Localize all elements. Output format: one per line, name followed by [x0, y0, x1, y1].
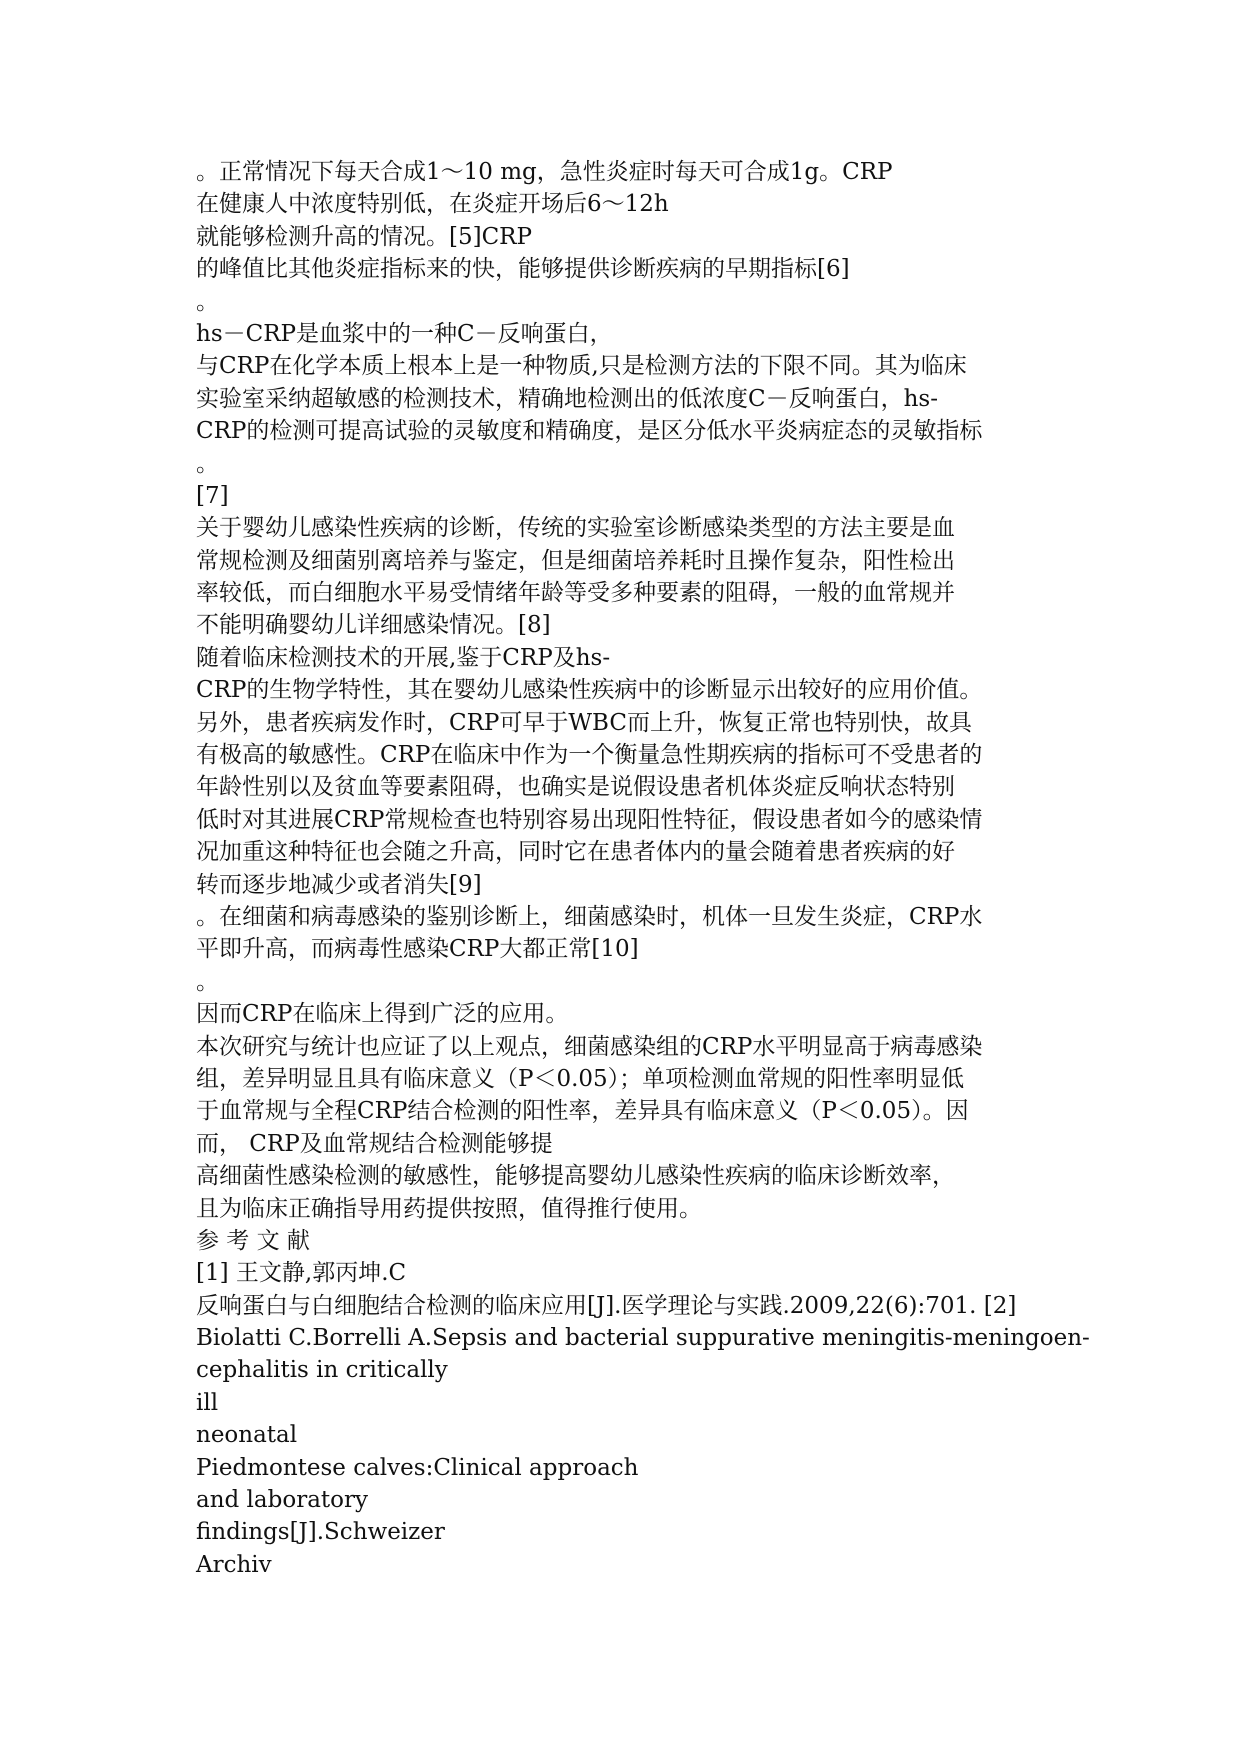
text-line: 。	[196, 450, 219, 477]
text-line: 于血常规与全程CRP结合检测的阳性率，差异具有临床意义（P＜0.05）。因	[196, 1098, 969, 1125]
text-line: CRP的生物学特性，其在婴幼儿感染性疾病中的诊断显示出较好的应用价值。	[196, 677, 983, 704]
reference-line: [1] 王文静,郭丙坤.C	[196, 1260, 407, 1287]
text-line: 不能明确婴幼儿详细感染情况。[8]	[196, 612, 551, 639]
text-line: 率较低，而白细胞水平易受情绪年龄等受多种要素的阻碍，一般的血常规并	[196, 580, 955, 607]
text-line: 而， CRP及血常规结合检测能够提	[196, 1130, 553, 1157]
text-line: 组，差异明显且具有临床意义（P＜0.05）；单项检测血常规的阳性率明显低	[196, 1065, 965, 1092]
text-line: 随着临床检测技术的开展,鉴于CRP及hs-	[196, 644, 611, 671]
text-line: 。正常情况下每天合成1～10 mg，急性炎症时每天可合成1g。CRP	[196, 159, 893, 185]
body-text	[196, 156, 1096, 1581]
references-heading: 参 考 文 献	[196, 1227, 310, 1254]
reference-line: ill	[196, 1389, 219, 1416]
reference-line: and laboratory	[196, 1487, 368, 1514]
text-line: 实验室采纳超敏感的检测技术，精确地检测出的低浓度C－反响蛋白，hs-	[196, 385, 938, 412]
reference-line: Archiv	[196, 1551, 272, 1578]
text-line: 与CRP在化学本质上根本上是一种物质,只是检测方法的下限不同。其为临床	[196, 353, 967, 380]
reference-line: neonatal	[196, 1422, 298, 1449]
text-line: 因而CRP在临床上得到广泛的应用。	[196, 1001, 569, 1028]
text-line: 有极高的敏感性。CRP在临床中作为一个衡量急性期疾病的指标可不受患者的	[196, 742, 983, 769]
text-line: 本次研究与统计也应证了以上观点，细菌感染组的CRP水平明显高于病毒感染	[196, 1033, 983, 1060]
text-line: [7]	[196, 482, 229, 509]
reference-line: findings[J].Schweizer	[196, 1519, 445, 1546]
reference-line: cephalitis in critically	[196, 1357, 448, 1384]
text-line: 在健康人中浓度特别低，在炎症开场后6～12h	[196, 191, 669, 218]
text-line: hs－CRP是血浆中的一种C－反响蛋白，	[196, 320, 613, 347]
text-line: 就能够检测升高的情况。[5]CRP	[196, 223, 532, 250]
text-line: 。	[196, 288, 219, 315]
text-line: CRP的检测可提高试验的灵敏度和精确度，是区分低水平炎病症态的灵敏指标	[196, 418, 983, 445]
text-line: 低时对其进展CRP常规检查也特别容易出现阳性特征，假设患者如今的感染情	[196, 806, 983, 833]
reference-line: Piedmontese calves:Clinical approach	[196, 1454, 639, 1481]
text-line: 关于婴幼儿感染性疾病的诊断，传统的实验室诊断感染类型的方法主要是血	[196, 515, 955, 542]
text-line: 的峰值比其他炎症指标来的快，能够提供诊断疾病的早期指标[6]	[196, 256, 850, 283]
text-line: 高细菌性感染检测的敏感性，能够提高婴幼儿感染性疾病的临床诊断效率，	[196, 1163, 955, 1190]
reference-line: 反响蛋白与白细胞结合检测的临床应用[J].医学理论与实践.2009,22(6):701. [2]	[196, 1292, 1017, 1319]
text-line: 。	[196, 968, 219, 995]
text-line: 。在细菌和病毒感染的鉴别诊断上，细菌感染时，机体一旦发生炎症，CRP水	[196, 903, 983, 930]
text-line: 常规检测及细菌别离培养与鉴定，但是细菌培养耗时且操作复杂，阳性检出	[196, 547, 955, 574]
text-line: 且为临床正确指导用药提供按照，值得推行使用。	[196, 1195, 702, 1222]
text-line: 平即升高，而病毒性感染CRP大都正常[10]	[196, 936, 639, 963]
text-line: 转而逐步地减少或者消失[9]	[196, 871, 482, 898]
text-line: 年龄性别以及贫血等要素阻碍，也确实是说假设患者机体炎症反响状态特别	[196, 774, 955, 801]
reference-line: Biolatti C.Borrelli A.Sepsis and bacterial suppurative meningitis-meningoen-	[196, 1325, 1090, 1352]
text-line: 况加重这种特征也会随之升高，同时它在患者体内的量会随着患者疾病的好	[196, 839, 955, 866]
text-line: 另外，患者疾病发作时，CRP可早于WBC而上升，恢复正常也特别快，故具	[196, 709, 972, 736]
